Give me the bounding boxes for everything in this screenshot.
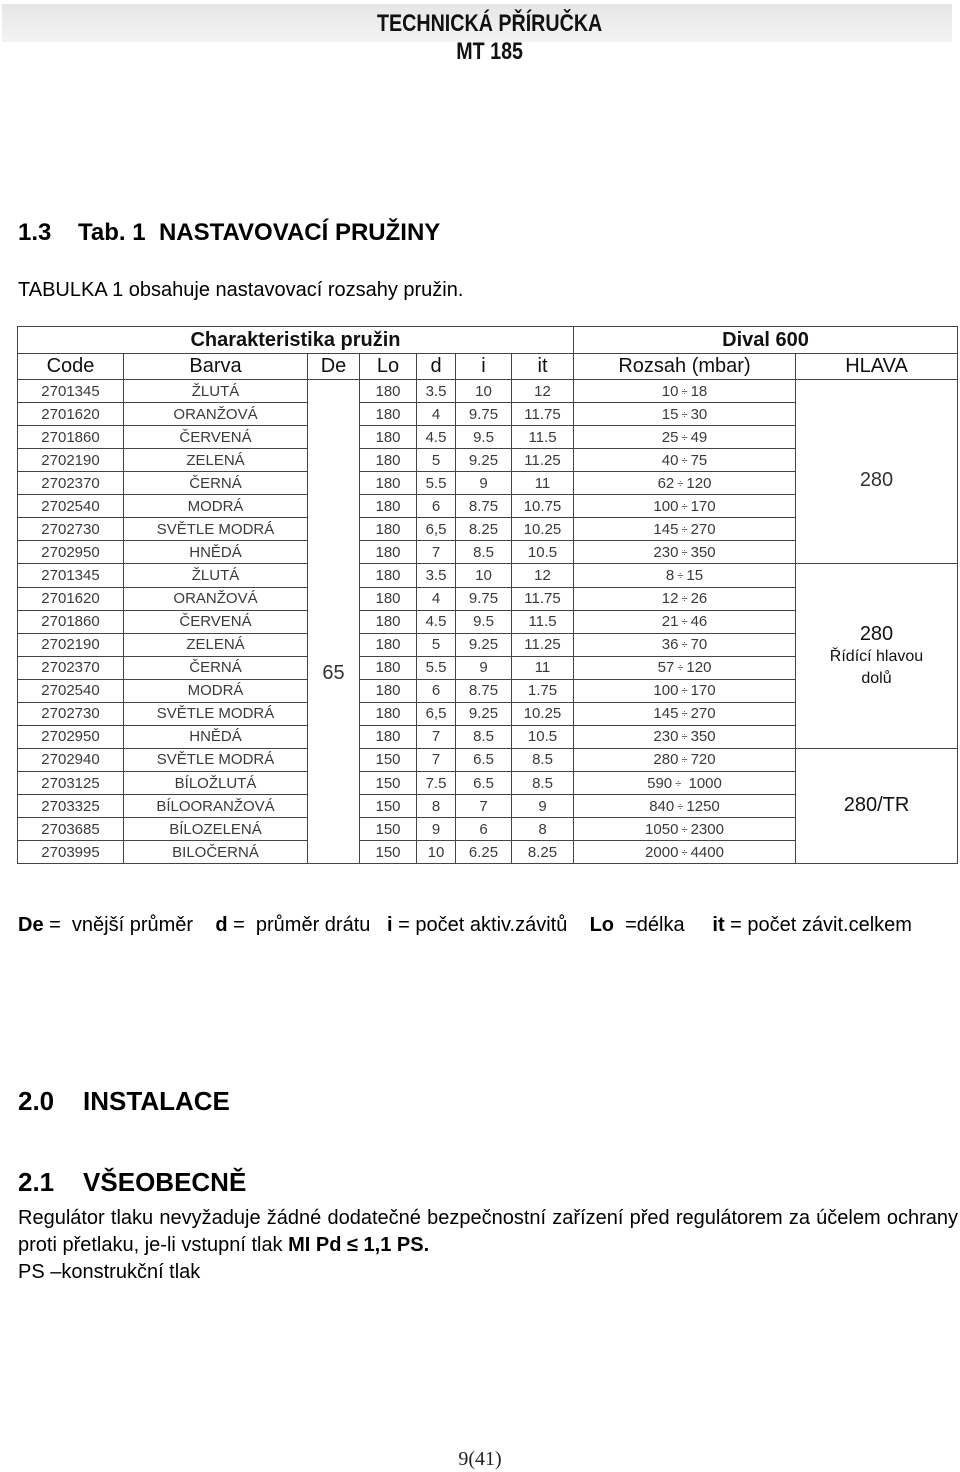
cell-it: 10.5 <box>512 725 574 748</box>
col-hlava: HLAVA <box>796 354 958 380</box>
cell-code: 2702370 <box>18 472 124 495</box>
cell-d: 4 <box>417 587 456 610</box>
legend-it-text: = počet závit.celkem <box>724 914 912 936</box>
hlava-280-down <box>796 564 958 749</box>
cell-d: 7 <box>417 725 456 748</box>
cell-it: 11.75 <box>512 403 574 426</box>
cell-rozsah <box>574 679 796 702</box>
col-code: Code <box>18 354 124 380</box>
cell-rozsah <box>574 633 796 656</box>
cell-it: 11 <box>512 472 574 495</box>
paragraph-bold: MI Pd ≤ 1,1 PS. <box>288 1234 430 1256</box>
cell-i: 8.5 <box>456 541 512 564</box>
cell-rozsah <box>574 795 796 818</box>
cell-d: 4 <box>417 403 456 426</box>
divide-icon: ÷ <box>674 477 687 490</box>
col-lo: Lo <box>360 354 417 380</box>
range-max: 18 <box>690 382 708 400</box>
cell-code: 2702950 <box>18 725 124 748</box>
divide-icon: ÷ <box>672 777 685 790</box>
cell-lo: 180 <box>360 702 417 725</box>
cell-it: 8.5 <box>512 748 574 772</box>
cell-code: 2701860 <box>18 610 124 633</box>
cell-it: 10.25 <box>512 702 574 725</box>
cell-i: 10 <box>456 564 512 588</box>
cell-d: 7 <box>417 541 456 564</box>
hlava-280-title: 280 <box>859 622 894 645</box>
legend-lo-key: Lo <box>589 914 614 936</box>
cell-i: 8.5 <box>456 725 512 748</box>
col-barva: Barva <box>124 354 308 380</box>
cell-code: 2702190 <box>18 449 124 472</box>
cell-d: 10 <box>417 841 456 864</box>
range-max: 270 <box>690 520 716 538</box>
cell-rozsah <box>574 610 796 633</box>
cell-code: 2702940 <box>18 748 124 772</box>
range-max: 120 <box>686 659 712 676</box>
range-min: 15 <box>661 405 679 423</box>
cell-code: 2702730 <box>18 702 124 725</box>
cell-lo: 180 <box>360 610 417 633</box>
table-row <box>18 748 958 772</box>
divide-icon: ÷ <box>678 408 691 421</box>
legend-i-text: = počet aktiv.závitů <box>392 914 590 936</box>
column-header-row <box>18 354 958 380</box>
range-max: 350 <box>690 728 716 745</box>
cell-barva: ŽLUTÁ <box>124 380 308 403</box>
cell-code: 2703995 <box>18 841 124 864</box>
cell-barva: BÍLOZELENÁ <box>124 818 308 841</box>
cell-lo: 180 <box>360 541 417 564</box>
cell-d: 3.5 <box>417 380 456 403</box>
cell-code: 2703685 <box>18 818 124 841</box>
range-min: 57 <box>657 659 675 676</box>
cell-i: 8.25 <box>456 518 512 541</box>
legend <box>18 912 948 939</box>
cell-lo: 180 <box>360 472 417 495</box>
cell-i: 6.5 <box>456 772 512 795</box>
divide-icon: ÷ <box>678 523 691 536</box>
cell-i: 6.25 <box>456 841 512 864</box>
cell-barva: ZELENÁ <box>124 449 308 472</box>
divide-icon: ÷ <box>678 685 691 697</box>
cell-lo: 180 <box>360 380 417 403</box>
range-max: 270 <box>690 705 716 722</box>
cell-code: 2702540 <box>18 495 124 518</box>
range-min: 145 <box>653 705 679 722</box>
cell-it: 11 <box>512 656 574 679</box>
hlava-280-subtitle: Řídící hlavou dolů <box>829 647 924 687</box>
group-header-dival: Dival 600 <box>574 327 958 354</box>
range-min: 40 <box>661 451 679 469</box>
cell-barva: ČERNÁ <box>124 472 308 495</box>
cell-d: 8 <box>417 795 456 818</box>
cell-lo: 180 <box>360 587 417 610</box>
divide-icon: ÷ <box>678 823 691 836</box>
cell-i: 9 <box>456 656 512 679</box>
cell-lo: 180 <box>360 633 417 656</box>
cell-code: 2702540 <box>18 679 124 702</box>
col-it: it <box>512 354 574 380</box>
range-min: 10 <box>661 382 679 400</box>
section-title: 1.3 Tab. 1 NASTAVOVACÍ PRUŽINY <box>18 219 441 246</box>
cell-lo: 150 <box>360 818 417 841</box>
hlava-280-tr: 280/TR <box>796 748 958 864</box>
range-min: 230 <box>653 543 679 561</box>
cell-i: 8.75 <box>456 495 512 518</box>
cell-barva: ORANŽOVÁ <box>124 403 308 426</box>
range-max: 49 <box>690 428 708 446</box>
cell-rozsah <box>574 818 796 841</box>
cell-i: 8.75 <box>456 679 512 702</box>
cell-i: 9.25 <box>456 702 512 725</box>
col-i: i <box>456 354 512 380</box>
legend-i-key: i <box>387 914 393 936</box>
cell-code: 2703325 <box>18 795 124 818</box>
cell-d: 5 <box>417 633 456 656</box>
cell-rozsah <box>574 841 796 864</box>
cell-d: 6 <box>417 495 456 518</box>
cell-it: 11.25 <box>512 449 574 472</box>
divide-icon: ÷ <box>678 754 691 767</box>
cell-it: 8 <box>512 818 574 841</box>
cell-lo: 180 <box>360 679 417 702</box>
range-min: 230 <box>653 728 679 745</box>
cell-rozsah <box>574 656 796 679</box>
page-number: 9(41) <box>458 1448 502 1470</box>
cell-barva: BILOČERNÁ <box>124 841 308 864</box>
range-min: 590 <box>647 774 673 792</box>
cell-code: 2702190 <box>18 633 124 656</box>
cell-barva: BÍLOŽLUTÁ <box>124 772 308 795</box>
col-rozsah: Rozsah (mbar) <box>574 354 796 380</box>
cell-lo: 180 <box>360 725 417 748</box>
range-max: 2300 <box>690 820 724 838</box>
cell-d: 5 <box>417 449 456 472</box>
cell-barva: HNĚDÁ <box>124 541 308 564</box>
cell-lo: 180 <box>360 403 417 426</box>
cell-code: 2702730 <box>18 518 124 541</box>
divide-icon: ÷ <box>678 500 691 513</box>
range-min: 1050 <box>645 820 679 838</box>
range-min: 25 <box>661 428 679 446</box>
cell-i: 9.25 <box>456 633 512 656</box>
cell-barva: SVĚTLE MODRÁ <box>124 702 308 725</box>
cell-lo: 180 <box>360 449 417 472</box>
cell-i: 9.75 <box>456 587 512 610</box>
range-max: 70 <box>690 636 708 653</box>
range-min: 840 <box>649 797 675 815</box>
cell-i: 9.5 <box>456 610 512 633</box>
cell-barva: ČERNÁ <box>124 656 308 679</box>
cell-i: 6.5 <box>456 748 512 772</box>
divide-icon: ÷ <box>678 846 691 859</box>
cell-d: 7.5 <box>417 772 456 795</box>
cell-lo: 150 <box>360 748 417 772</box>
divide-icon: ÷ <box>678 731 691 743</box>
cell-d: 4.5 <box>417 610 456 633</box>
range-max: 720 <box>690 751 716 769</box>
cell-rozsah <box>574 587 796 610</box>
springs-table <box>17 326 958 864</box>
cell-d: 5.5 <box>417 472 456 495</box>
cell-lo: 180 <box>360 426 417 449</box>
cell-barva: HNĚDÁ <box>124 725 308 748</box>
document-title: TECHNICKÁ PŘÍRUČKA <box>377 10 603 37</box>
divide-icon: ÷ <box>674 569 687 582</box>
cell-it: 8.5 <box>512 772 574 795</box>
cell-it: 11.75 <box>512 587 574 610</box>
range-min: 145 <box>653 520 679 538</box>
range-max: 15 <box>686 566 704 584</box>
cell-barva: ZELENÁ <box>124 633 308 656</box>
cell-it: 10.75 <box>512 495 574 518</box>
cell-d: 3.5 <box>417 564 456 588</box>
range-max: 120 <box>686 474 712 492</box>
divide-icon: ÷ <box>678 431 691 444</box>
cell-rozsah <box>574 403 796 426</box>
cell-rozsah <box>574 380 796 403</box>
cell-barva: MODRÁ <box>124 679 308 702</box>
cell-i: 9 <box>456 472 512 495</box>
cell-rozsah <box>574 449 796 472</box>
cell-i: 9.25 <box>456 449 512 472</box>
legend-d-key: d <box>215 914 228 936</box>
cell-it: 9 <box>512 795 574 818</box>
range-max: 30 <box>690 405 708 423</box>
cell-it: 1.75 <box>512 679 574 702</box>
cell-it: 12 <box>512 380 574 403</box>
range-min: 12 <box>661 590 679 607</box>
range-max: 170 <box>690 497 716 515</box>
cell-it: 8.25 <box>512 841 574 864</box>
de-value: 65 <box>322 662 345 684</box>
cell-lo: 150 <box>360 841 417 864</box>
cell-it: 11.25 <box>512 633 574 656</box>
cell-i: 10 <box>456 380 512 403</box>
cell-lo: 180 <box>360 564 417 588</box>
cell-lo: 150 <box>360 795 417 818</box>
divide-icon: ÷ <box>678 385 691 398</box>
paragraph-text: Regulátor tlaku nevyžaduje žádné dodatečné bezpečnostní zařízení před regulátorem za účelem ochrany proti přetlaku, je-li vstupní tlak <box>18 1207 958 1256</box>
divide-icon: ÷ <box>678 454 691 467</box>
paragraph-general <box>18 1205 958 1286</box>
cell-code: 2702950 <box>18 541 124 564</box>
range-min: 280 <box>653 751 679 769</box>
cell-d: 6,5 <box>417 518 456 541</box>
cell-rozsah <box>574 541 796 564</box>
table-row <box>18 564 958 588</box>
cell-code: 2701620 <box>18 587 124 610</box>
col-de: De <box>308 354 360 380</box>
cell-lo: 180 <box>360 656 417 679</box>
cell-lo: 180 <box>360 518 417 541</box>
legend-d-text: = průměr drátu <box>227 914 388 936</box>
cell-it: 10.5 <box>512 541 574 564</box>
cell-barva: SVĚTLE MODRÁ <box>124 518 308 541</box>
range-max: 4400 <box>690 843 724 861</box>
cell-rozsah <box>574 748 796 772</box>
divide-icon: ÷ <box>678 546 691 559</box>
cell-rozsah <box>574 772 796 795</box>
range-max: 1000 <box>684 774 722 792</box>
divide-icon: ÷ <box>678 708 691 720</box>
cell-code: 2701620 <box>18 403 124 426</box>
legend-it-key: it <box>712 914 725 936</box>
col-d: d <box>417 354 456 380</box>
cell-rozsah <box>574 725 796 748</box>
cell-rozsah <box>574 426 796 449</box>
table-row <box>18 380 958 403</box>
cell-d: 4.5 <box>417 426 456 449</box>
cell-i: 6 <box>456 818 512 841</box>
legend-de-key: De <box>18 914 44 936</box>
divide-icon: ÷ <box>674 662 687 674</box>
intro-text: TABULKA 1 obsahuje nastavovací rozsahy pružin. <box>18 279 464 301</box>
range-min: 62 <box>657 474 675 492</box>
cell-i: 9.5 <box>456 426 512 449</box>
section-installation: 2.0 INSTALACE <box>18 1086 230 1116</box>
range-max: 46 <box>690 613 708 630</box>
range-min: 8 <box>665 566 675 584</box>
range-min: 21 <box>661 613 679 630</box>
hlava-280: 280 <box>796 380 958 564</box>
cell-i: 9.75 <box>456 403 512 426</box>
cell-rozsah <box>574 518 796 541</box>
range-max: 1250 <box>686 797 720 815</box>
cell-d: 6 <box>417 679 456 702</box>
cell-code: 2701860 <box>18 426 124 449</box>
range-min: 100 <box>653 682 679 699</box>
document-subtitle: MT 185 <box>456 38 524 65</box>
divide-icon: ÷ <box>678 593 691 605</box>
cell-code: 2701345 <box>18 564 124 588</box>
cell-d: 9 <box>417 818 456 841</box>
cell-lo: 180 <box>360 495 417 518</box>
cell-barva: SVĚTLE MODRÁ <box>124 748 308 772</box>
cell-code: 2701345 <box>18 380 124 403</box>
cell-de <box>308 380 360 864</box>
cell-i: 7 <box>456 795 512 818</box>
cell-it: 11.5 <box>512 426 574 449</box>
range-min: 100 <box>653 497 679 515</box>
section-general: 2.1 VŠEOBECNĚ <box>18 1167 247 1197</box>
cell-d: 5.5 <box>417 656 456 679</box>
group-header-spring: Charakteristika pružin <box>18 327 574 354</box>
cell-it: 10.25 <box>512 518 574 541</box>
divide-icon: ÷ <box>678 639 691 651</box>
range-max: 75 <box>690 451 708 469</box>
cell-rozsah <box>574 702 796 725</box>
range-min: 36 <box>661 636 679 653</box>
divide-icon: ÷ <box>678 616 691 628</box>
cell-it: 12 <box>512 564 574 588</box>
cell-lo: 150 <box>360 772 417 795</box>
divide-icon: ÷ <box>674 800 687 813</box>
cell-code: 2702370 <box>18 656 124 679</box>
cell-barva: ČERVENÁ <box>124 426 308 449</box>
cell-code: 2703125 <box>18 772 124 795</box>
cell-barva: ORANŽOVÁ <box>124 587 308 610</box>
cell-rozsah <box>574 564 796 588</box>
cell-barva: BÍLOORANŽOVÁ <box>124 795 308 818</box>
cell-barva: MODRÁ <box>124 495 308 518</box>
cell-d: 7 <box>417 748 456 772</box>
cell-d: 6,5 <box>417 702 456 725</box>
range-max: 26 <box>690 590 708 607</box>
legend-de-text: = vnější průměr <box>43 914 216 936</box>
range-max: 170 <box>690 682 716 699</box>
cell-it: 11.5 <box>512 610 574 633</box>
ps-note: PS –konstrukční tlak <box>18 1261 201 1283</box>
cell-rozsah <box>574 495 796 518</box>
range-max: 350 <box>690 543 716 561</box>
range-min: 2000 <box>645 843 679 861</box>
cell-barva: ČERVENÁ <box>124 610 308 633</box>
cell-rozsah <box>574 472 796 495</box>
cell-barva: ŽLUTÁ <box>124 564 308 588</box>
legend-lo-text: =délka <box>614 914 713 936</box>
